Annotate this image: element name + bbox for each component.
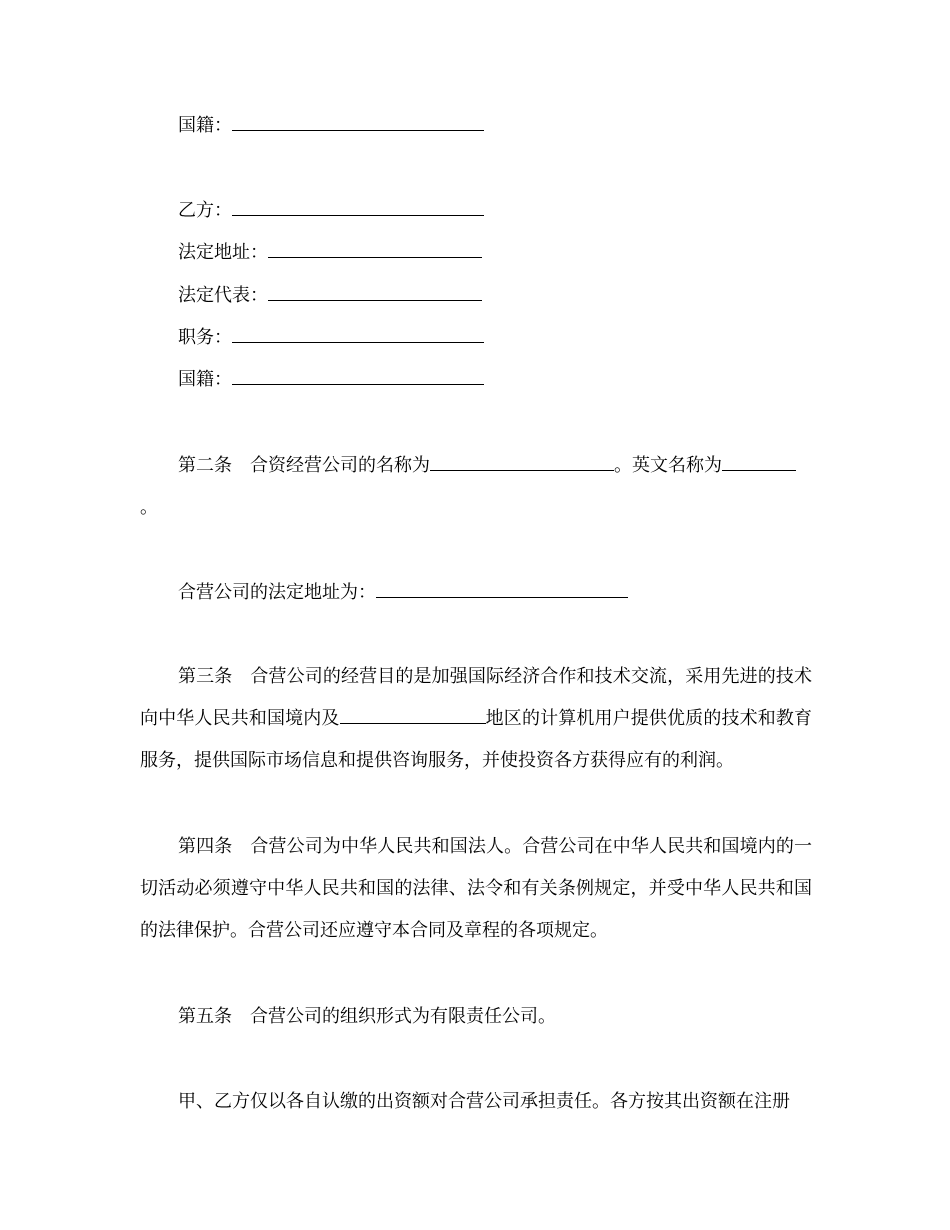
nationality-blank	[232, 114, 484, 131]
article-5	[140, 996, 812, 1038]
party-b-position-row	[178, 326, 484, 350]
position-label: 职务：	[178, 327, 232, 348]
article-2-name-row	[178, 454, 796, 478]
liability-text: 甲、乙方仅以各自认缴的出资额对合营公司承担责任。各方按其出资额在注册	[178, 1091, 790, 1112]
article-4	[140, 826, 812, 952]
address-label: 法定地址：	[178, 242, 268, 263]
region-blank	[340, 707, 486, 724]
chinese-name-blank	[430, 454, 614, 471]
legal-address-blank	[376, 581, 628, 598]
article-3	[140, 656, 812, 782]
party-b-name-row	[178, 199, 484, 223]
liability-paragraph	[140, 1081, 812, 1123]
article-text: 合营公司的经营目的是加强国际经济合作和技术交流，采用先进的技术向中华人民共和国境内及	[140, 666, 813, 729]
position-blank	[232, 326, 484, 343]
party-b-rep-row	[178, 284, 482, 308]
party-b-label: 乙方：	[178, 200, 232, 221]
nationality-label: 国籍：	[178, 369, 232, 390]
english-name-blank	[722, 454, 796, 471]
party-a-nationality-row	[178, 114, 484, 138]
address-blank	[268, 241, 482, 258]
article-text: 。英文名称为	[614, 455, 722, 476]
article-2-continuation	[140, 496, 158, 520]
article-text: 。	[140, 497, 158, 518]
article-heading: 第三条	[178, 666, 233, 687]
legal-address-row	[178, 581, 628, 605]
article-heading: 第四条	[178, 836, 233, 857]
rep-label: 法定代表：	[178, 285, 268, 306]
article-text: 合营公司为中华人民共和国法人。合营公司在中华人民共和国境内的一切活动必须遵守中华人民共和国的法律、法令和有关条例规定，并受中华人民共和国的法律保护。合营公司还应遵守本合同及章程的各项规定。	[140, 836, 813, 941]
article-heading: 第二条	[178, 455, 232, 476]
article-text: 合资经营公司的名称为	[250, 455, 430, 476]
nationality-label: 国籍：	[178, 115, 232, 136]
article-text: 地区的计算机用户提供优质的技术和教育服务，提供国际市场信息和提供咨询服务，并使投资各方获得应有的利润。	[140, 708, 813, 771]
rep-blank	[268, 284, 482, 301]
nationality-blank	[232, 368, 484, 385]
party-b-address-row	[178, 241, 482, 265]
address-text: 合营公司的法定地址为：	[178, 582, 376, 603]
article-text: 合营公司的组织形式为有限责任公司。	[250, 1006, 556, 1027]
article-heading: 第五条	[178, 1006, 232, 1027]
party-b-nationality-row	[178, 368, 484, 392]
party-b-blank	[232, 199, 484, 216]
